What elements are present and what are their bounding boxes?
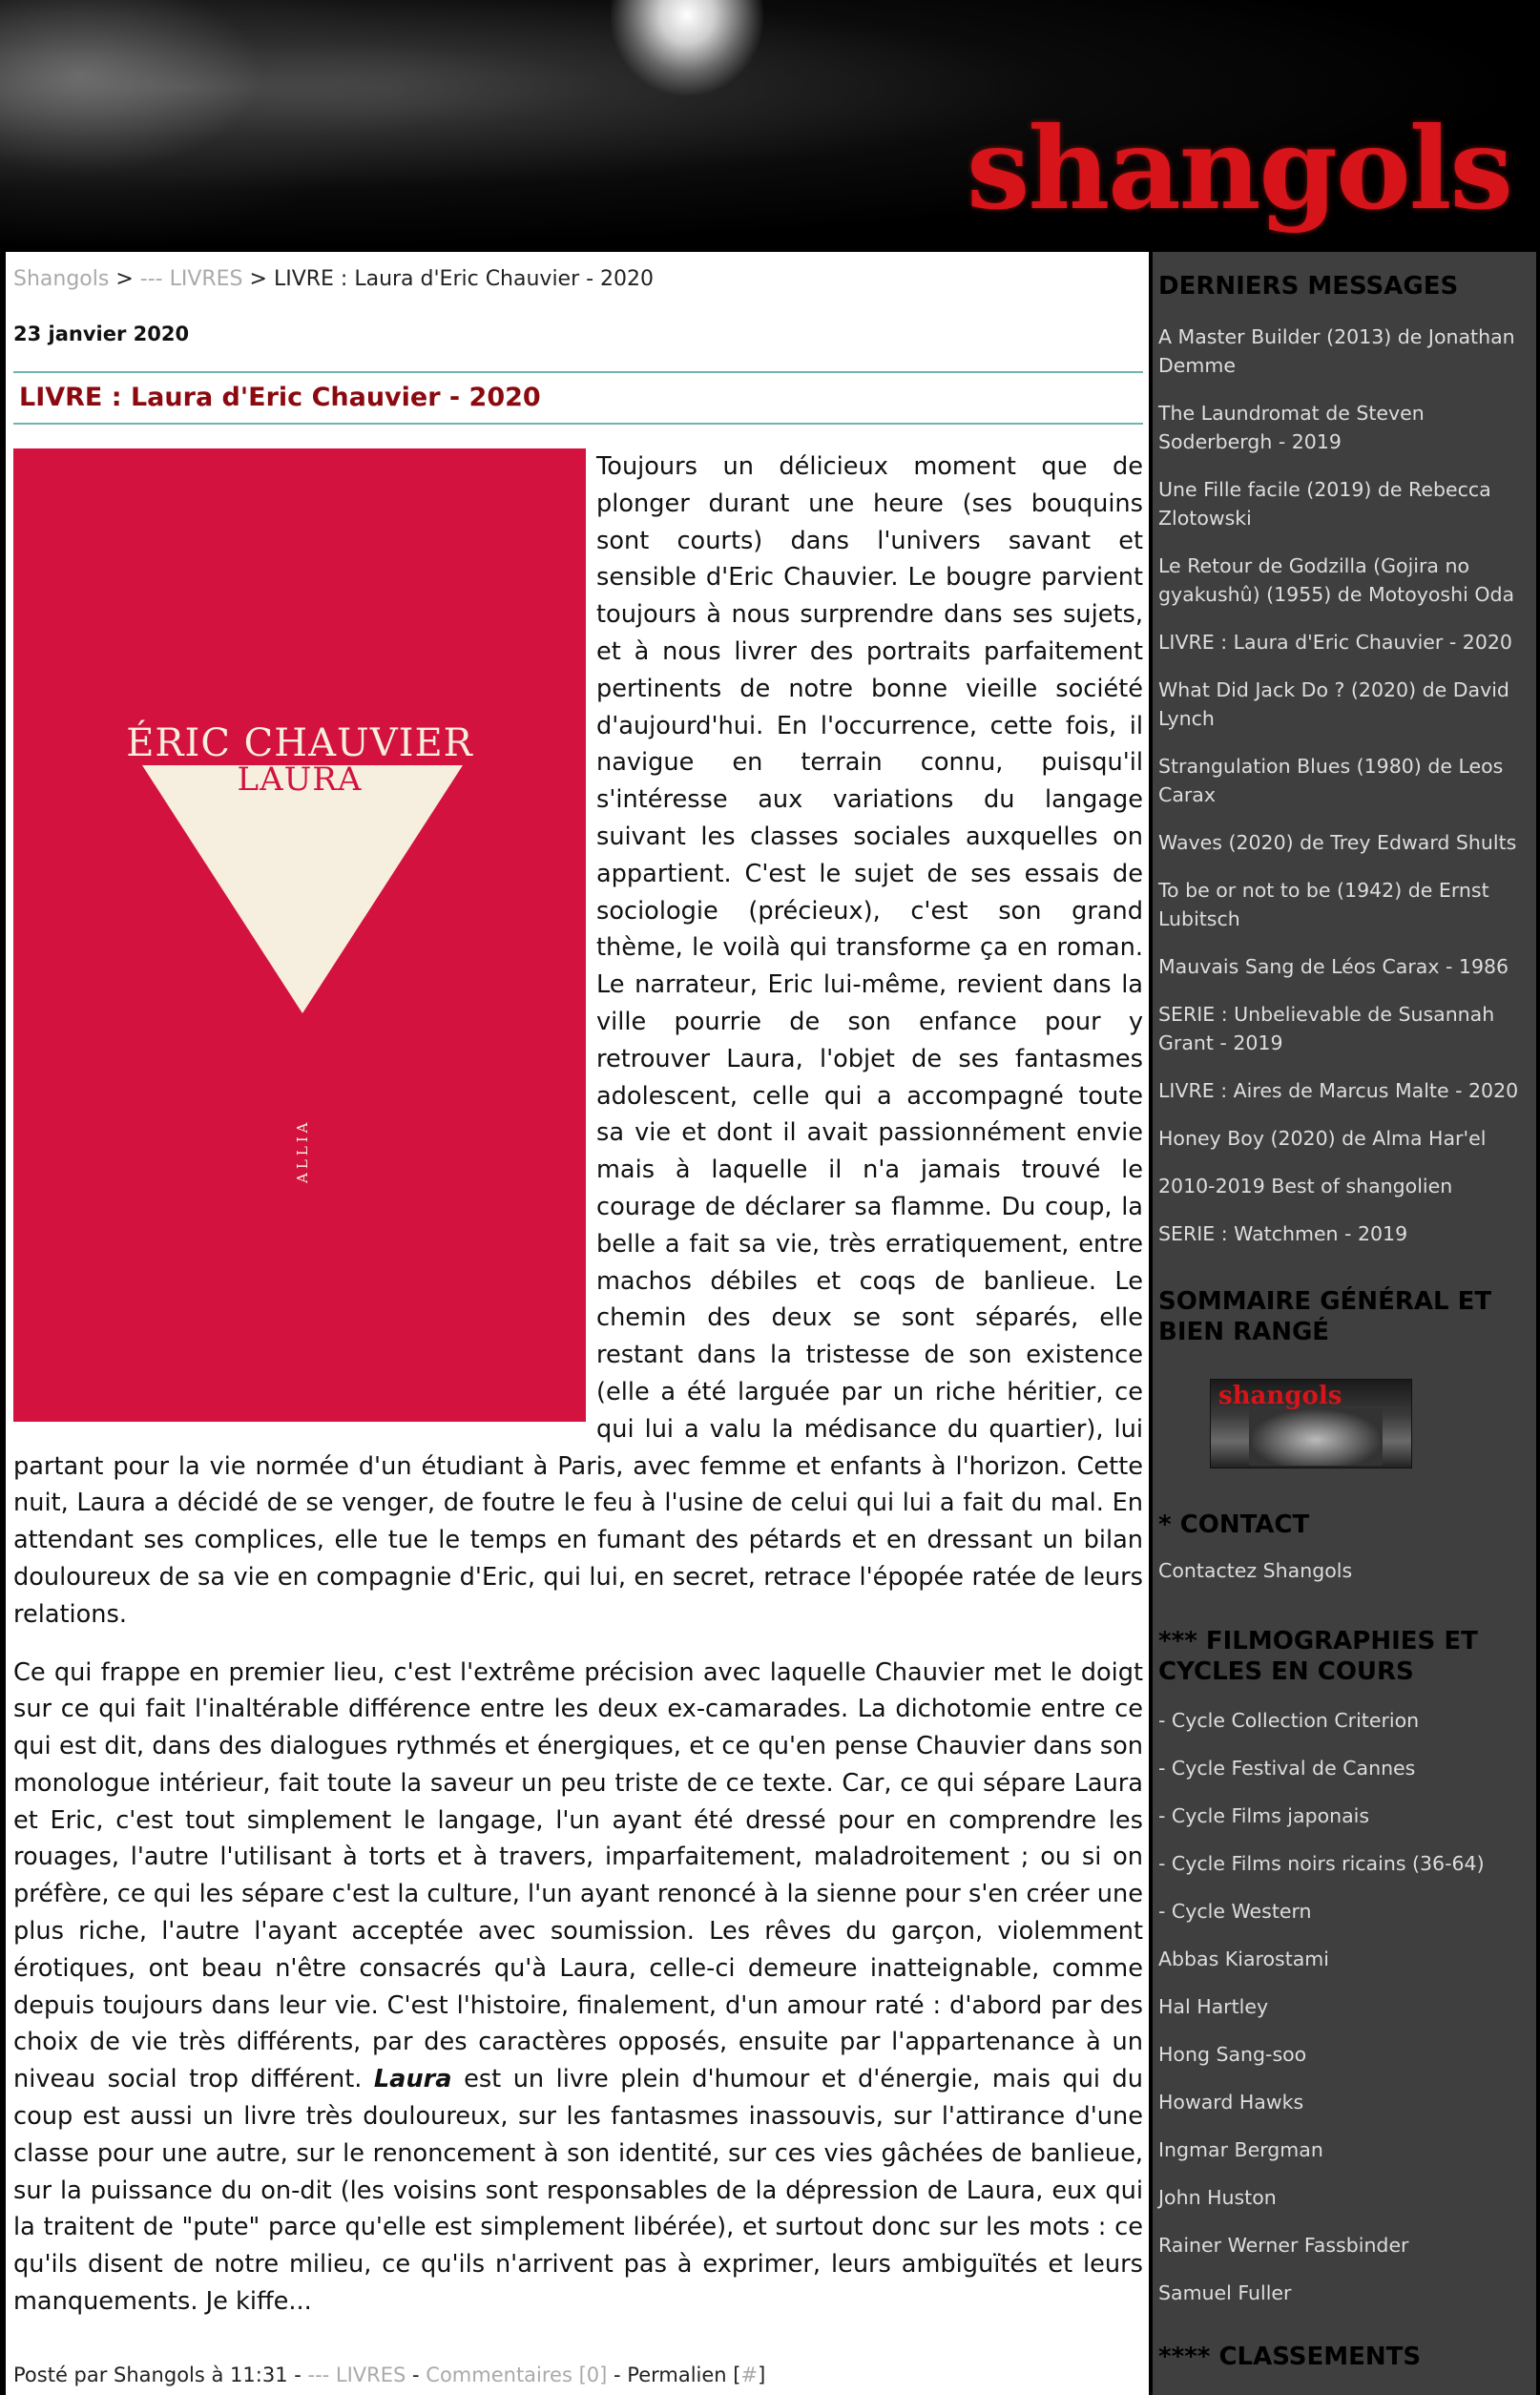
posted-by: Posté par Shangols à 11:31 <box>13 2364 288 2386</box>
site-logo[interactable]: shangols <box>967 102 1511 235</box>
breadcrumb-separator: > <box>242 267 274 291</box>
rankings-heading: **** CLASSEMENTS <box>1158 2343 1422 2371</box>
footer-separator: - <box>406 2364 427 2386</box>
filmography-link[interactable]: Howard Hawks <box>1158 2091 1304 2114</box>
breadcrumb-home-link[interactable]: Shangols <box>13 267 110 291</box>
filmography-link[interactable]: - Cycle Western <box>1158 1900 1312 1923</box>
main-column <box>6 252 1149 2395</box>
banner-smoke-image <box>611 0 763 95</box>
recent-posts-list <box>1158 323 1532 1267</box>
footer-category-link[interactable]: --- LIVRES <box>307 2364 406 2386</box>
recent-post-link[interactable]: SERIE : Watchmen - 2019 <box>1158 1222 1408 1245</box>
cover-title: LAURA <box>237 760 363 799</box>
permalink-link[interactable]: # <box>740 2364 759 2386</box>
post-paragraph-text: Ce qui frappe en premier lieu, c'est l'extrême précision avec laquelle Chauvier met le doigt sur ce qui fait l'inaltérable différence entre les deux ex-camarades. La dichotomie entre ce qui est dit, dans des dialogues rythmés et énergiques, et ce qu'en pense Chauvier dans son monologue intérieur, fait toute la saveur un peu triste de ce texte. Car, ce qui sépare Laura et Eric, c'est tout simplement le langage, l'un ayant été dressé pour en comprendre les rouages, l'autre l'utilisant à torts et à travers, imparfaitement, maladroitement ; ou si on préfère, ce qui les sépare c'est la culture, l'un ayant renoncé à la sienne pour s'en créer une plus riche, l'autre l'ayant acceptée avec soumission. Les rêves du garçon, violemment érotiques, ont beau n'être consacrés qu'à Laura, celle-ci demeure inatteignable, comme depuis toujours dans leur vie. C'est l'histoire, finalement, d'un amour raté : d'abord par des choix de vie très différents, par des caractères opposés, ensuite par l'appartenance à un niveau social trop différent. <box>13 1657 1143 2094</box>
post-body <box>13 448 1143 2342</box>
cover-triangle-shape <box>142 765 463 1013</box>
footer-separator: - <box>287 2364 308 2386</box>
permalink-close: ] <box>758 2364 766 2386</box>
contact-heading: * CONTACT <box>1158 1510 1310 1539</box>
recent-post-link[interactable]: Strangulation Blues (1980) de Leos Carax <box>1158 755 1504 806</box>
breadcrumb-current: LIVRE : Laura d'Eric Chauvier - 2020 <box>273 267 655 291</box>
permalink-label: Permalien [ <box>627 2364 741 2386</box>
filmography-link[interactable]: - Cycle Collection Criterion <box>1158 1709 1420 1732</box>
recent-post-link[interactable]: Une Fille facile (2019) de Rebecca Zlotowski <box>1158 478 1491 530</box>
book-title-emphasis: Laura <box>373 2065 452 2094</box>
filmography-link[interactable]: John Huston <box>1158 2186 1277 2209</box>
filmography-link[interactable]: - Cycle Festival de Cannes <box>1158 1757 1416 1780</box>
recent-post-link[interactable]: LIVRE : Laura d'Eric Chauvier - 2020 <box>1158 631 1512 654</box>
recent-post-link[interactable]: The Laundromat de Steven Soderbergh - 2019 <box>1158 402 1425 453</box>
book-cover-image <box>13 448 586 1422</box>
contact-link[interactable]: Contactez Shangols <box>1158 1559 1353 1582</box>
recent-post-link[interactable]: LIVRE : Aires de Marcus Malte - 2020 <box>1158 1079 1519 1102</box>
post-title[interactable]: LIVRE : Laura d'Eric Chauvier - 2020 <box>19 383 541 412</box>
post-date: 23 janvier 2020 <box>13 323 190 345</box>
breadcrumb <box>13 267 654 291</box>
filmography-link[interactable]: Rainer Werner Fassbinder <box>1158 2234 1409 2257</box>
breadcrumb-category-link[interactable]: --- LIVRES <box>139 267 243 291</box>
cover-publisher: ALLIA <box>294 1118 311 1183</box>
thumbnail-face-image <box>1249 1408 1383 1466</box>
filmography-link[interactable]: Hong Sang-soo <box>1158 2043 1307 2066</box>
breadcrumb-separator: > <box>109 267 140 291</box>
banner-portrait-image <box>0 0 401 250</box>
cover-author: ÉRIC CHAUVIER <box>126 721 473 765</box>
sidebar <box>1153 252 1536 2395</box>
comments-link[interactable]: Commentaires [0] <box>426 2364 608 2386</box>
recent-post-link[interactable]: Waves (2020) de Trey Edward Shults <box>1158 831 1517 854</box>
recent-post-link[interactable]: Honey Boy (2020) de Alma Har'el <box>1158 1127 1487 1150</box>
filmography-link[interactable]: - Cycle Films noirs ricains (36-64) <box>1158 1852 1485 1875</box>
filmography-link[interactable]: Hal Hartley <box>1158 1995 1269 2018</box>
recent-post-link[interactable]: A Master Builder (2013) de Jonathan Demme <box>1158 325 1515 377</box>
post-paragraph <box>13 1655 1143 2321</box>
recent-post-link[interactable]: Mauvais Sang de Léos Carax - 1986 <box>1158 955 1509 978</box>
post-paragraph-text: est un livre plein d'humour et d'énergie, mais qui du coup est aussi un livre très douloureux, sur les fantasmes inassouvis, sur l'attirance d'une classe pour une autre, sur le renoncement à son identité, sur ces vies gâchées de banlieue, sur la puissance du on-dit (les voisins sont responsables de la dépression de Laura, eux qui la traitent de "pute" parce qu'elle est simplement libérée), et surtout donc sur les mots : ce qu'ils disent de notre milieu, ce qu'ils n'arrivent pas à exprimer, leurs ambiguïtés et leurs manquements. Je kiffe... <box>13 2065 1143 2317</box>
recent-post-link[interactable]: 2010-2019 Best of shangolien <box>1158 1175 1453 1198</box>
recent-post-link[interactable]: SERIE : Unbelievable de Susannah Grant - 2019 <box>1158 1003 1495 1054</box>
filmography-link[interactable]: Samuel Fuller <box>1158 2281 1292 2304</box>
filmographies-heading: *** FILMOGRAPHIES ET CYCLES EN COURS <box>1158 1627 1478 1686</box>
post-paragraph: Toujours un délicieux moment que de plonger durant une heure (ses bouquins sont courts) dans l'univers savant et sensible d'Eric Chauvier. Le bougre parvient toujours à nous surprendre dans ses sujets, et à nous livrer des portraits parfaitement pertinents de notre bonne vieille société d'aujourd'hui. En l'occurrence, cette fois, il navigue en terrain connu, puisqu'il s'intéresse aux variations du langage suivant les classes sociales auxquelles on appartient. C'est le sujet de ses essais de sociologie (précieux), c'est son grand thème, le voilà qui transforme ça en roman. Le narrateur, Eric lui-même, revient dans la ville pourrie de son enfance pour y retrouver Laura, l'objet de ses fantasmes adolescent, celle qui a accompagné toute sa vie et dont il avait passionnément envie mais à laquelle il n'a jamais trouvé le courage de déclarer sa flamme. Du coup, la belle a fait sa vie, très erratiquement, entre machos débiles et coqs de banlieue. Le chemin des deux se sont séparés, elle restant dans la tristesse de son existence (elle a été larguée par un riche héritier, ce qui lui a valu la médisance du quartier), lui partant pour la vie normée d'un étudiant à Paris, avec femme et enfants à l'horizon. Cette nuit, Laura a décidé de se venger, de foutre le feu à l'usine de celui qui lui a fait du mal. En attendant ses complices, elle tue le temps en fumant des pétards et en dressant un bilan douloureux de sa vie en compagnie d'Eric, qui lui, en secret, retrace l'épopée ratée de leurs relations. <box>13 452 1143 1629</box>
site-banner[interactable] <box>0 0 1540 250</box>
recent-post-link[interactable]: What Did Jack Do ? (2020) de David Lynch <box>1158 678 1509 730</box>
filmography-link[interactable]: Ingmar Bergman <box>1158 2138 1323 2161</box>
footer-separator: - <box>607 2364 628 2386</box>
post-footer <box>13 2364 765 2386</box>
recent-posts-heading: DERNIERS MESSAGES <box>1158 272 1459 301</box>
summary-heading: SOMMAIRE GÉNÉRAL ET BIEN RANGÉ <box>1158 1287 1492 1346</box>
filmographies-list <box>1158 1706 1532 2326</box>
recent-post-link[interactable]: To be or not to be (1942) de Ernst Lubitsch <box>1158 879 1489 930</box>
post-title-bar <box>13 371 1143 425</box>
filmography-link[interactable]: Abbas Kiarostami <box>1158 1947 1329 1970</box>
filmography-link[interactable]: - Cycle Films japonais <box>1158 1804 1370 1827</box>
thumbnail-logo: shangols <box>1218 1382 1342 1410</box>
summary-thumbnail-link[interactable] <box>1210 1379 1412 1468</box>
recent-post-link[interactable]: Le Retour de Godzilla (Gojira no gyakushû) (1955) de Motoyoshi Oda <box>1158 554 1515 606</box>
